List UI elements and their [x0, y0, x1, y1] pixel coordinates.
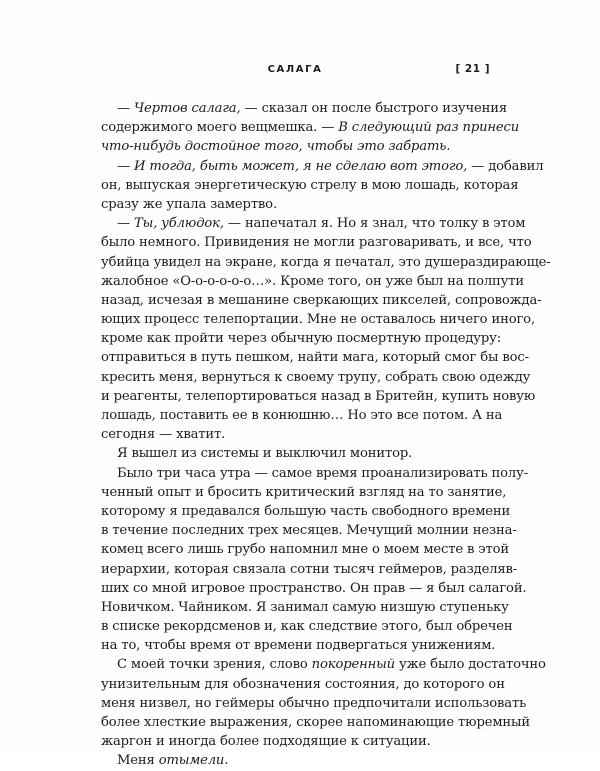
text-run: более хлесткие выражения, скорее напоминающие тюремный: [101, 715, 530, 730]
text-run: иерархии, которая связала сотни тысяч геймеров, разделяв-: [101, 561, 518, 577]
text-line: [101, 675, 505, 694]
text-run: лошадь, поставить ее в конюшню… Но это все потом. А на: [101, 408, 503, 423]
text-run: уже было достаточно: [394, 657, 546, 673]
text-run: он, выпуская энергетическую стрелу в мою лошадь, которая: [101, 177, 519, 193]
text-run: —: [117, 101, 135, 116]
body-text: [101, 99, 551, 771]
text-run: — сказал он после быстрого изучения: [240, 101, 507, 116]
page-number: [ 21 ]: [455, 63, 490, 75]
text-run: кроме как пройти через обычную посмертную процедуру:: [101, 331, 501, 347]
text-run: назад, исчезая в мешанине сверкающих пикселей, сопровожда-: [101, 292, 542, 308]
text-line: [101, 233, 532, 252]
text-run: —: [117, 158, 135, 174]
text-line: [101, 598, 509, 617]
text-line: [101, 732, 490, 751]
text-run: Новичком. Чайником. Я занимал самую низшую ступеньку: [101, 599, 509, 615]
text-run: в течение последних трех месяцев. Мечущий молнии незна-: [101, 523, 517, 539]
text-run: —: [117, 216, 135, 232]
text-run: В следующий раз принеси: [338, 120, 520, 136]
text-line: [101, 348, 529, 367]
text-run: Было три часа утра — самое время проанализировать полу-: [117, 465, 528, 481]
text-run: покоренный: [311, 657, 395, 673]
text-line: [101, 560, 518, 579]
text-line: [101, 214, 526, 233]
text-run: которому я предавался большую часть свободного времени: [101, 503, 511, 519]
text-line: [101, 118, 520, 137]
running-header: [100, 64, 490, 80]
text-line: [101, 444, 490, 463]
text-line: [101, 406, 503, 425]
text-line: [101, 272, 524, 291]
text-run: отправиться в путь пешком, найти мага, который смог бы вос-: [101, 350, 529, 366]
text-line: [101, 464, 528, 483]
text-run: комец всего лишь грубо напомнил мне о моем месте в этой: [101, 542, 509, 558]
text-run: в списке рекордсменов и, как следствие этого, был обречен: [101, 619, 513, 635]
chapter-title: САЛАГА: [267, 64, 323, 75]
text-line: [101, 636, 496, 655]
text-line: [101, 521, 517, 540]
text-run: и реагенты, телепортироваться назад в Бритейн, купить новую: [101, 388, 536, 404]
text-line: [101, 540, 509, 559]
text-run: жалобное «О-о-о-о-о-о…». Кроме того, он уже был на полпути: [101, 273, 524, 289]
text-line: [101, 253, 551, 272]
text-run: на то, чтобы время от времени подвергаться унижениям.: [101, 638, 496, 654]
text-run: Ты, ублюдок,: [134, 216, 224, 232]
text-line: [101, 655, 546, 674]
text-run: Меня: [117, 753, 159, 769]
text-line: [101, 176, 519, 195]
text-run: И тогда, быть может, я не сделаю вот этого,: [134, 158, 468, 174]
text-line: [101, 368, 531, 387]
text-line: [101, 751, 490, 770]
text-line: [101, 99, 507, 118]
text-line: [101, 617, 513, 636]
text-line: [101, 387, 536, 406]
text-run: содержимого моего вещмешка. —: [101, 120, 339, 136]
text-run: ющих процесс телепортации. Мне не оставалось ничего иного,: [101, 312, 535, 328]
text-run: ших со мной игровое пространство. Он прав — я был салагой.: [101, 580, 527, 596]
text-line: [101, 329, 501, 348]
text-run: кресить меня, вернуться к своему трупу, собрать свою одежду: [101, 369, 531, 385]
text-run: меня низвел, но геймеры обычно предпочитали использовать: [101, 695, 527, 711]
text-run: ченный опыт и бросить критический взгляд на то занятие,: [101, 484, 507, 500]
text-run: — добавил: [467, 158, 544, 174]
text-run: было немного. Привидения не могли разговаривать, и все, что: [101, 235, 532, 251]
text-line: [101, 291, 542, 310]
text-line: [101, 713, 530, 732]
text-run: сегодня — хватит.: [101, 427, 226, 443]
text-line: [101, 157, 544, 176]
text-run: отымели: [158, 753, 225, 769]
text-run: унизительным для обозначения состояния, до которого он: [101, 676, 505, 692]
text-line: [101, 137, 490, 156]
text-line: [101, 195, 490, 214]
text-line: [101, 425, 490, 444]
text-run: что-нибудь достойное того, чтобы это забрать.: [101, 139, 451, 155]
text-line: [101, 502, 511, 521]
text-run: .: [224, 753, 229, 769]
text-run: сразу же упала замертво.: [101, 196, 277, 212]
text-run: Чертов салага,: [134, 101, 241, 116]
text-run: жаргон и иногда более подходящие к ситуации.: [101, 734, 431, 750]
text-run: — напечатал я. Но я знал, что толку в этом: [223, 216, 526, 232]
text-run: Я вышел из системы и выключил монитор.: [117, 446, 413, 462]
text-run: С моей точки зрения, слово: [117, 657, 312, 673]
text-line: [101, 694, 527, 713]
text-line: [101, 483, 507, 502]
text-line: [101, 579, 527, 598]
text-run: убийца увидел на экране, когда я печатал, это душераздирающе-: [101, 254, 551, 270]
text-line: [101, 310, 535, 329]
